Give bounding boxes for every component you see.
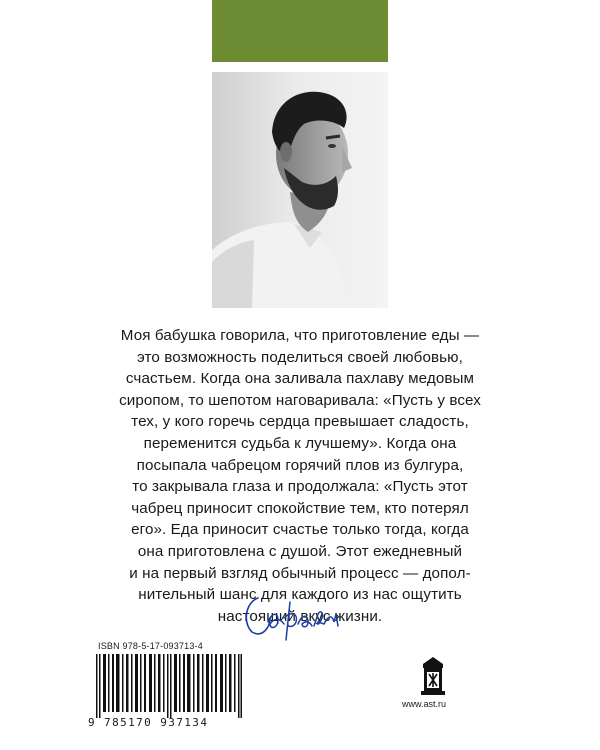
description-line: счастьем. Когда она заливала пахлаву медовым	[125, 370, 475, 388]
description-line: она приготовлена с душой. Этот ежедневный	[137, 542, 463, 560]
barcode	[96, 654, 242, 718]
publisher-url: www.ast.ru	[402, 699, 447, 709]
description-line: это возможность поделиться своей любовью,	[137, 348, 463, 366]
description-line: его». Еда приносит счастье только тогда, когда	[131, 521, 469, 539]
isbn-label: ISBN 978-5-17-093713-4	[98, 641, 203, 651]
description-line: настоящий вкус жизни.	[217, 607, 383, 625]
author-signature	[240, 588, 350, 644]
description-line: и на первый взгляд обычный процесс — допол-	[129, 564, 471, 582]
author-photo	[212, 72, 388, 308]
description-line: Моя бабушка говорила, что приготовление еды —	[120, 327, 480, 344]
book-description	[72, 325, 528, 627]
description-line: тех, у кого горечь сердца превышает сладость,	[131, 413, 469, 431]
green-accent-band	[212, 0, 388, 62]
description-line: посыпала чабрецом горячий плов из булгура,	[136, 456, 464, 474]
description-line: сиропом, то шепотом наговаривала: «Пусть у всех	[119, 391, 481, 409]
publisher-tower-icon	[418, 656, 448, 696]
description-line: переменится судьба к лучшему». Когда она	[143, 434, 457, 452]
description-line: чабрец приносит спокойствие тем, кто потерял	[131, 499, 469, 517]
barcode-digits: 9 785170 937134	[88, 716, 209, 729]
description-line: нительный шанс для каждого из нас ощутить	[138, 586, 462, 604]
description-line: то закрывала глаза и продолжала: «Пусть этот	[132, 478, 468, 496]
